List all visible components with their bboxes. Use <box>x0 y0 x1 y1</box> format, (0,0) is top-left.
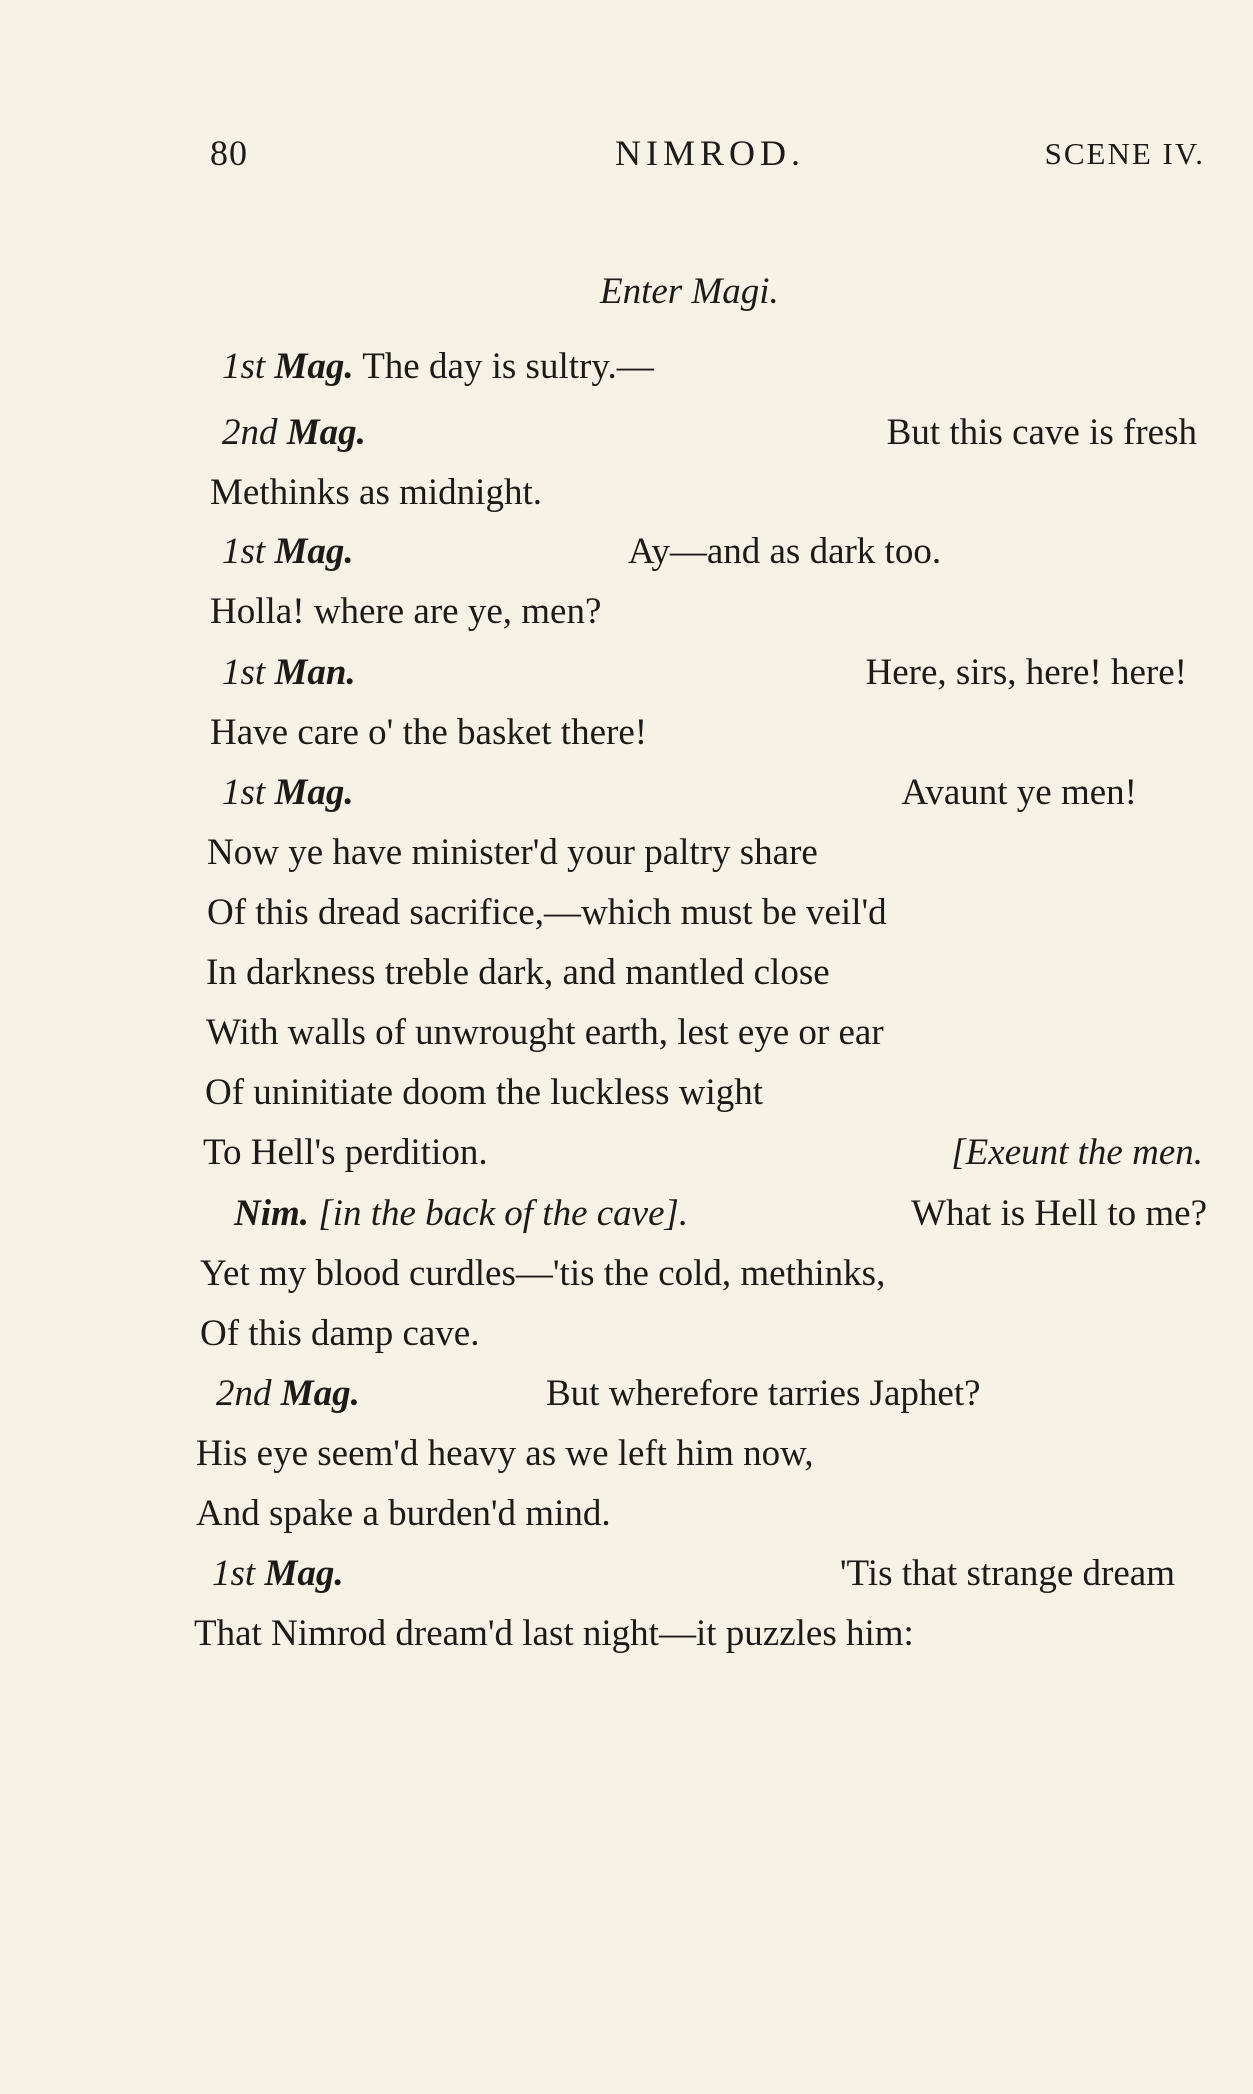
line-text: With walls of unwrought earth, lest eye or ear <box>206 1012 884 1053</box>
speaker: 2nd Mag. <box>222 412 366 453</box>
verse-line <box>194 1609 914 1659</box>
verse-line <box>200 1249 885 1299</box>
line-text: 'Tis that strange dream <box>839 1553 1175 1594</box>
stage-direction: Enter Magi. <box>600 271 779 312</box>
line-text: Now ye have minister'd your paltry share <box>207 832 818 873</box>
line-text: Holla! where are ye, men? <box>210 591 602 632</box>
verse-line <box>222 648 1187 698</box>
line-text: Of this dread sacrifice,—which must be veil'd <box>207 892 887 933</box>
verse-line <box>210 587 601 637</box>
line-text: To Hell's perdition. <box>203 1132 488 1173</box>
verse-line <box>206 1008 884 1058</box>
verse-line <box>222 768 1137 818</box>
line-text: Of uninitiate doom the luckless wight <box>205 1072 763 1113</box>
line-text: In darkness treble dark, and mantled close <box>206 952 830 993</box>
line-text: And spake a burden'd mind. <box>196 1493 611 1534</box>
verse-line <box>210 468 542 518</box>
line-text: That Nimrod dream'd last night—it puzzles him: <box>194 1613 914 1654</box>
line-text: But wherefore tarries Japhet? <box>546 1373 981 1414</box>
running-header <box>210 132 1205 180</box>
verse-line <box>207 828 818 878</box>
line-text: But this cave is fresh <box>886 412 1197 453</box>
line-text: What is Hell to me? <box>911 1193 1207 1234</box>
speaker: Nim. <box>234 1193 310 1234</box>
verse-line <box>216 1369 981 1419</box>
speaker: 1st Man. <box>222 652 356 693</box>
scene-label: SCENE IV. <box>1044 136 1205 171</box>
line-text: Ay—and as dark too. <box>628 531 942 572</box>
speaker: 1st Mag. <box>222 531 354 572</box>
line-text: Methinks as midnight. <box>210 472 542 513</box>
verse-line <box>206 948 830 998</box>
line-text: Yet my blood curdles—'tis the cold, methinks, <box>200 1253 886 1294</box>
stage-direction-inline: [in the back of the cave]. <box>318 1193 689 1234</box>
verse-line <box>210 708 647 758</box>
verse-line <box>222 527 942 577</box>
verse-line <box>205 1068 763 1118</box>
line-text: Have care o' the basket there! <box>210 712 648 753</box>
verse-line <box>222 342 654 392</box>
speaker: 1st Mag. <box>212 1553 344 1594</box>
speaker: 1st Mag. <box>222 772 354 813</box>
verse-line <box>200 1309 479 1359</box>
line-text: His eye seem'd heavy as we left him now, <box>196 1433 814 1474</box>
speaker: 1st Mag. <box>222 346 354 387</box>
running-title: NIMROD. <box>615 133 806 173</box>
verse-line <box>207 888 887 938</box>
speaker: 2nd Mag. <box>216 1373 360 1414</box>
verse-line <box>196 1429 814 1479</box>
page-number: 80 <box>210 133 248 173</box>
verse-line <box>212 1549 1175 1599</box>
verse-line <box>196 1489 611 1539</box>
verse-line <box>234 1189 1207 1239</box>
verse-line <box>203 1128 1203 1178</box>
line-text: Of this damp cave. <box>200 1313 480 1354</box>
line-text: Avaunt ye men! <box>901 772 1137 813</box>
stage-direction-inline: [Exeunt the men. <box>951 1132 1203 1173</box>
verse-line <box>222 408 1197 458</box>
line-text: Here, sirs, here! here! <box>865 652 1187 693</box>
line-text: The day is sultry.— <box>362 346 654 387</box>
